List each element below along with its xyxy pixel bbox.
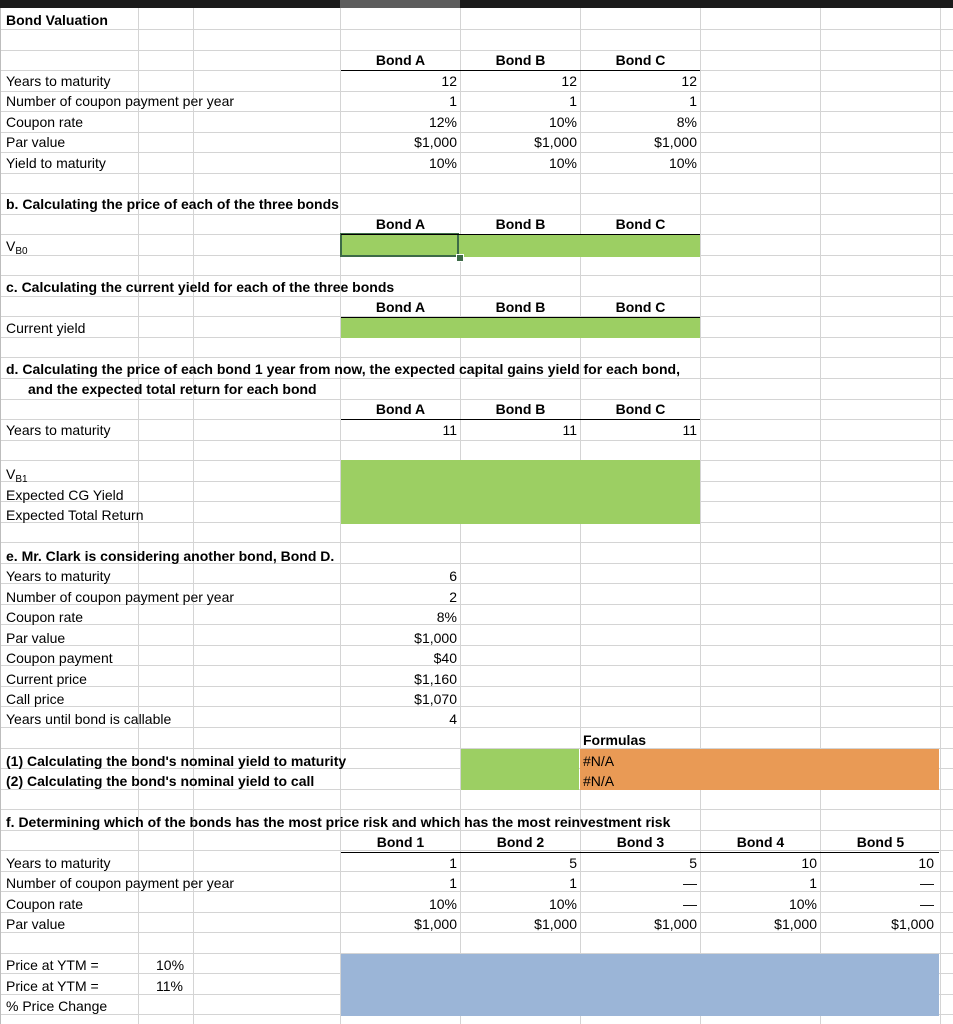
cell-value[interactable]: $1,000 bbox=[891, 916, 934, 932]
section-d-heading-line2: and the expected total return for each bond bbox=[28, 381, 317, 397]
section-c-heading: c. Calculating the current yield for each of the three bonds bbox=[6, 279, 395, 295]
label-coupon-rate: Coupon rate bbox=[6, 609, 84, 625]
header-bond-c: Bond C bbox=[615, 216, 666, 232]
section-d-heading: d. Calculating the price of each bond 1 year from now, the expected capital gains yield for each bond, bbox=[6, 361, 680, 377]
cell-value[interactable]: $1,000 bbox=[534, 134, 577, 150]
grid-row-line bbox=[0, 686, 953, 687]
label-price-at-ytm: Price at YTM = bbox=[6, 957, 99, 973]
label-expected-total-return: Expected Total Return bbox=[6, 507, 144, 523]
header-underline bbox=[341, 317, 700, 318]
cell-value[interactable]: 5 bbox=[689, 855, 697, 871]
grid-row-line bbox=[0, 665, 953, 666]
price-change-answer-area[interactable] bbox=[341, 954, 939, 1016]
ytc-formula-result[interactable]: #N/A bbox=[583, 773, 615, 789]
section-e-heading: e. Mr. Clark is considering another bond, Bond D. bbox=[6, 548, 335, 564]
cell-value[interactable]: 12 bbox=[441, 73, 457, 89]
cell-value[interactable]: 10% bbox=[428, 896, 457, 912]
label-coupon-payments-per-year: Number of coupon payment per year bbox=[6, 875, 235, 891]
header-bond-c: Bond C bbox=[615, 299, 666, 315]
grid-row-line bbox=[0, 173, 953, 174]
cell-ytm-rate[interactable]: 10% bbox=[156, 957, 185, 973]
cell-value[interactable]: 10% bbox=[548, 155, 577, 171]
fill-handle[interactable] bbox=[456, 254, 464, 262]
cell-value[interactable]: 8% bbox=[676, 114, 697, 130]
header-bond-2: Bond 2 bbox=[496, 834, 545, 850]
label-par-value: Par value bbox=[6, 630, 66, 646]
header-bond-a: Bond A bbox=[375, 216, 426, 232]
cell-value[interactable]: $1,000 bbox=[414, 916, 457, 932]
cell-value[interactable]: 1 bbox=[449, 93, 457, 109]
label-current-price: Current price bbox=[6, 671, 87, 687]
label-years-to-maturity: Years to maturity bbox=[6, 73, 111, 89]
cell-value[interactable]: 1 bbox=[809, 875, 817, 891]
cell-value[interactable]: 1 bbox=[689, 93, 697, 109]
cell-value[interactable]: $1,160 bbox=[414, 671, 457, 687]
grid-row-line bbox=[0, 624, 953, 625]
header-bond-a: Bond A bbox=[375, 299, 426, 315]
label-nominal-ytc: (2) Calculating the bond's nominal yield to call bbox=[6, 773, 315, 789]
cell-value[interactable]: $1,070 bbox=[414, 691, 457, 707]
header-bond-c: Bond C bbox=[615, 52, 666, 68]
cell-value[interactable]: — bbox=[683, 896, 697, 912]
label-price-at-ytm: Price at YTM = bbox=[6, 978, 99, 994]
cell-value[interactable]: 10% bbox=[668, 155, 697, 171]
cell-value[interactable]: 10 bbox=[918, 855, 934, 871]
grid-row-line bbox=[0, 706, 953, 707]
cell-value[interactable]: — bbox=[683, 875, 697, 891]
cell-value[interactable]: 11 bbox=[562, 422, 577, 438]
cell-value[interactable]: $1,000 bbox=[414, 134, 457, 150]
header-bond-a: Bond A bbox=[375, 52, 426, 68]
header-bond-b: Bond B bbox=[495, 52, 546, 68]
cell-value[interactable]: 10% bbox=[548, 896, 577, 912]
label-coupon-payments-per-year: Number of coupon payment per year bbox=[6, 93, 235, 109]
label-coupon-rate: Coupon rate bbox=[6, 896, 84, 912]
label-coupon-rate: Coupon rate bbox=[6, 114, 84, 130]
grid-left-border bbox=[0, 8, 1, 1024]
cell-value[interactable]: 5 bbox=[569, 855, 577, 871]
cell-ytm-rate[interactable]: 11% bbox=[156, 978, 183, 994]
one-year-input-area[interactable] bbox=[341, 460, 700, 524]
label-coupon-payments-per-year: Number of coupon payment per year bbox=[6, 589, 235, 605]
header-bond-b: Bond B bbox=[495, 299, 546, 315]
grid-row-line bbox=[0, 583, 953, 584]
cell-value[interactable]: $40 bbox=[433, 650, 457, 666]
cell-value[interactable]: 10% bbox=[428, 155, 457, 171]
header-bond-b: Bond B bbox=[495, 216, 546, 232]
cell-value[interactable]: 4 bbox=[449, 711, 457, 727]
formulas-label: Formulas bbox=[583, 732, 647, 748]
label-percent-price-change: % Price Change bbox=[6, 998, 108, 1014]
label-nominal-ytm: (1) Calculating the bond's nominal yield to maturity bbox=[6, 753, 347, 769]
section-f-heading: f. Determining which of the bonds has the most price risk and which has the most reinvestment risk bbox=[6, 814, 671, 830]
cell-value[interactable]: $1,000 bbox=[414, 630, 457, 646]
header-bond-b: Bond B bbox=[495, 401, 546, 417]
cell-value[interactable]: 10 bbox=[801, 855, 817, 871]
grid-row-line bbox=[0, 542, 953, 543]
column-header-bar bbox=[0, 0, 953, 8]
header-underline bbox=[341, 234, 700, 235]
label-years-until-callable: Years until bond is callable bbox=[6, 711, 172, 727]
cell-value[interactable]: 1 bbox=[449, 875, 457, 891]
grid-row-line bbox=[0, 440, 953, 441]
ytm-formula-result[interactable]: #N/A bbox=[583, 753, 615, 769]
cell-value[interactable]: $1,000 bbox=[654, 916, 697, 932]
cell-value[interactable]: 12% bbox=[428, 114, 457, 130]
header-bond-3: Bond 3 bbox=[616, 834, 665, 850]
label-years-to-maturity: Years to maturity bbox=[6, 855, 111, 871]
selected-column-header bbox=[340, 0, 460, 8]
grid-row-line bbox=[0, 275, 953, 276]
label-current-yield: Current yield bbox=[6, 320, 86, 336]
cell-value[interactable]: 8% bbox=[436, 609, 457, 625]
section-b-heading: b. Calculating the price of each of the three bonds bbox=[6, 196, 339, 212]
cell-value[interactable]: 11 bbox=[682, 422, 697, 438]
cell-value[interactable]: $1,000 bbox=[774, 916, 817, 932]
formula-area bbox=[580, 749, 939, 790]
label-yield-to-maturity: Yield to maturity bbox=[6, 155, 106, 171]
cell-value[interactable]: 11 bbox=[442, 422, 457, 438]
label-par-value: Par value bbox=[6, 916, 66, 932]
selected-cell[interactable] bbox=[340, 233, 459, 257]
label-call-price: Call price bbox=[6, 691, 65, 707]
header-bond-c: Bond C bbox=[615, 401, 666, 417]
grid-row-line bbox=[0, 645, 953, 646]
cell-value[interactable]: 12 bbox=[681, 73, 697, 89]
cell-value[interactable]: $1,000 bbox=[534, 916, 577, 932]
label-vb1: $V_{B1}$ bbox=[6, 466, 28, 485]
grid-row-line bbox=[0, 357, 953, 358]
cell-value[interactable]: 10% bbox=[548, 114, 577, 130]
label-years-to-maturity: Years to maturity bbox=[6, 568, 111, 584]
cell-value[interactable]: 10% bbox=[788, 896, 817, 912]
label-expected-cg-yield: Expected CG Yield bbox=[6, 487, 124, 503]
sheet-title: Bond Valuation bbox=[6, 12, 108, 28]
label-par-value: Par value bbox=[6, 134, 66, 150]
yield-input-area[interactable] bbox=[461, 749, 579, 790]
cell-value[interactable]: 2 bbox=[449, 589, 457, 605]
cell-value[interactable]: — bbox=[920, 896, 934, 912]
label-vb0: $V_{B0}$ bbox=[6, 238, 28, 257]
header-bond-a: Bond A bbox=[375, 401, 426, 417]
label-coupon-payment: Coupon payment bbox=[6, 650, 113, 666]
cell-value[interactable]: 1 bbox=[569, 93, 577, 109]
cell-value[interactable]: 1 bbox=[449, 855, 457, 871]
current-yield-input-area[interactable] bbox=[341, 317, 700, 338]
header-bond-1: Bond 1 bbox=[376, 834, 425, 850]
grid-row-line bbox=[0, 809, 953, 810]
grid-row-line bbox=[0, 29, 953, 30]
cell-value[interactable]: $1,000 bbox=[654, 134, 697, 150]
cell-value[interactable]: 1 bbox=[569, 875, 577, 891]
header-bond-4: Bond 4 bbox=[736, 834, 785, 850]
cell-value[interactable]: 6 bbox=[449, 568, 457, 584]
label-years-to-maturity: Years to maturity bbox=[6, 422, 111, 438]
cell-value[interactable]: — bbox=[920, 875, 934, 891]
cell-value[interactable]: 12 bbox=[561, 73, 577, 89]
header-bond-5: Bond 5 bbox=[856, 834, 905, 850]
